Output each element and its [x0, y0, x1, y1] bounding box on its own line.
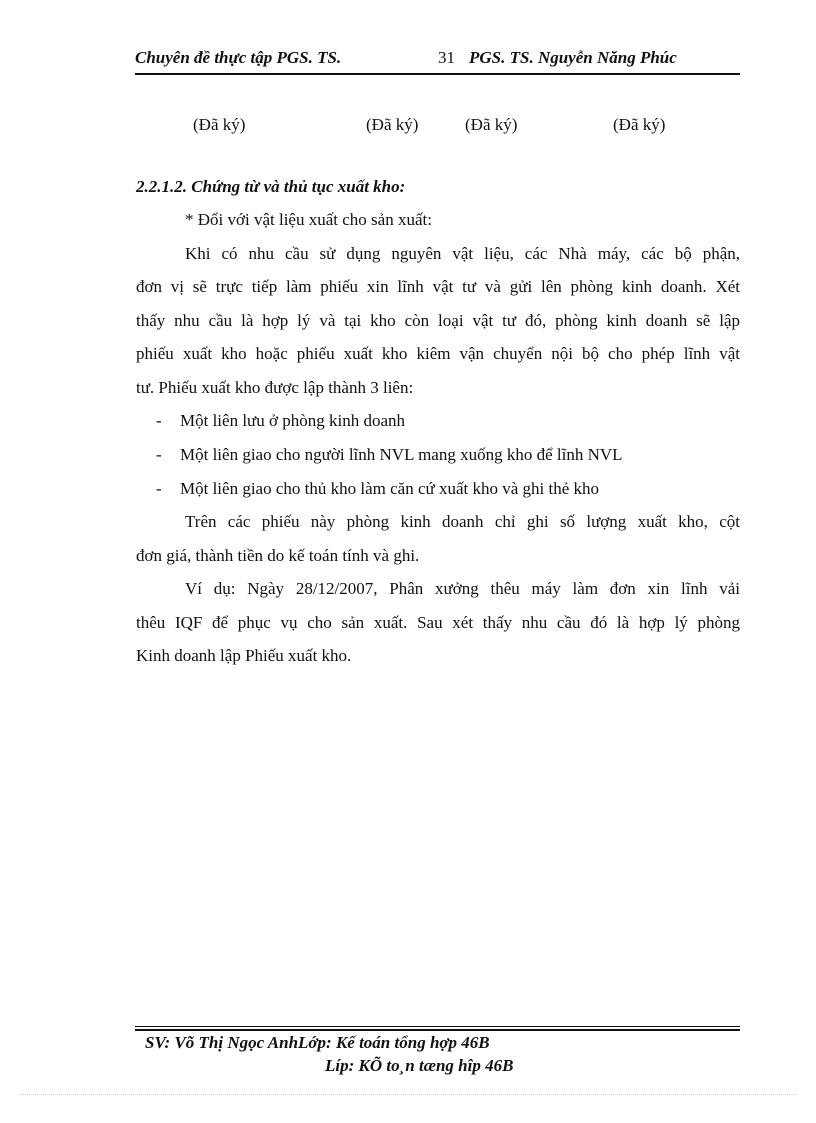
bullet-marker-2: - — [156, 445, 162, 464]
bullet-marker-1: - — [156, 411, 162, 430]
page-number: 31 — [438, 48, 455, 67]
paragraph-3-line-3: Kinh doanh lập Phiếu xuất kho. — [136, 646, 352, 665]
footer-class-line: Líp: KÕ to¸n tæng hîp 46B — [325, 1056, 514, 1075]
bullet-item-1: Một liên lưu ở phòng kinh doanh — [180, 411, 406, 430]
paragraph-1-line-5: tư. Phiếu xuất kho được lập thành 3 liên: — [136, 378, 414, 397]
paragraph-2-line-2: đơn giá, thành tiền do kế toán tính và ghi. — [136, 546, 420, 565]
bullet-item-2: Một liên giao cho người lĩnh NVL mang xuống kho để lĩnh NVL — [180, 445, 623, 464]
section-heading: 2.2.1.2. Chứng từ và thủ tục xuất kho: — [136, 177, 406, 196]
signature-2: (Đã ký) — [366, 115, 419, 134]
footer-rule-thick — [135, 1029, 740, 1031]
footer-student-line: SV: Võ Thị Ngọc AnhLớp: Kế toán tổng hợp 46B — [145, 1033, 490, 1052]
paragraph-2-line-1: Trên các phiếu này phòng kinh doanh chỉ ghi số lượng xuất kho, cột — [185, 512, 740, 531]
bullet-marker-3: - — [156, 479, 162, 498]
paragraph-1-line-4: phiếu xuất kho hoặc phiếu xuất kho kiêm vận chuyển nội bộ cho phép lĩnh vật — [136, 344, 740, 363]
signature-1: (Đã ký) — [193, 115, 246, 134]
page-header — [135, 48, 740, 72]
page-bottom-border — [20, 1094, 796, 1095]
signature-4: (Đã ký) — [613, 115, 666, 134]
paragraph-3-line-1: Ví dụ: Ngày 28/12/2007, Phân xưởng thêu máy làm đơn xin lĩnh vải — [185, 579, 740, 598]
signature-row — [0, 115, 816, 139]
paragraph-1-line-2: đơn vị sẽ trực tiếp làm phiếu xin lĩnh vật tư và gửi lên phòng kinh doanh. Xét — [136, 277, 740, 296]
footer-rule-thin — [135, 1026, 740, 1027]
paragraph-1-line-1: Khi có nhu cầu sử dụng nguyên vật liệu, các Nhà máy, các bộ phận, — [185, 244, 740, 263]
paragraph-3-line-2: thêu IQF để phục vụ cho sản xuất. Sau xét thấy nhu cầu đó là hợp lý phòng — [136, 613, 740, 632]
signature-3: (Đã ký) — [465, 115, 518, 134]
header-left-title: Chuyên đề thực tập PGS. TS. — [135, 48, 342, 67]
header-rule — [135, 73, 740, 75]
bullet-item-3: Một liên giao cho thủ kho làm căn cứ xuất kho và ghi thẻ kho — [180, 479, 600, 498]
section-intro: * Đối với vật liệu xuất cho sản xuất: — [185, 210, 432, 229]
paragraph-1-line-3: thấy nhu cầu là hợp lý và tại kho còn loại vật tư đó, phòng kinh doanh sẽ lập — [136, 311, 740, 330]
header-right-title: PGS. TS. Nguyễn Năng Phúc — [469, 48, 677, 67]
